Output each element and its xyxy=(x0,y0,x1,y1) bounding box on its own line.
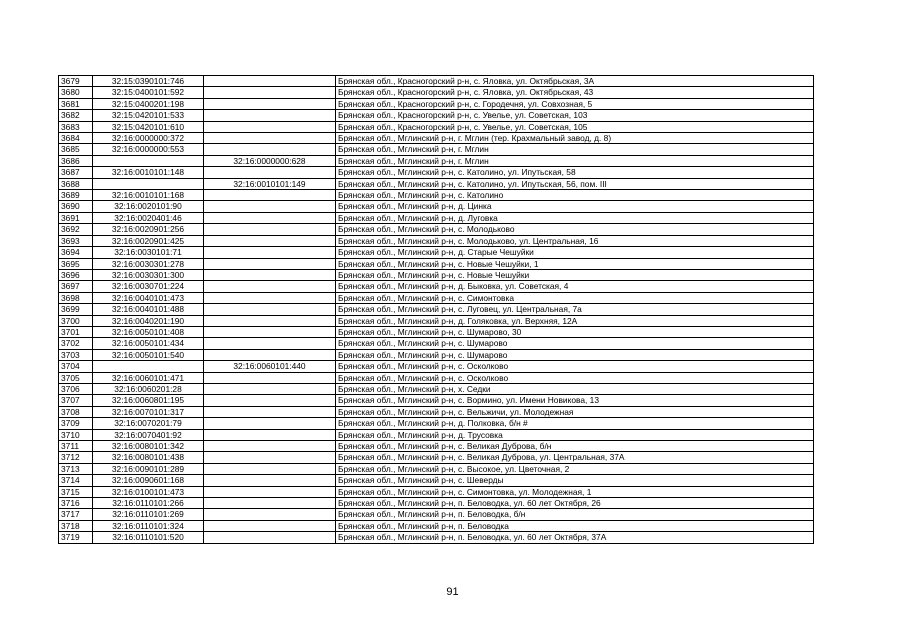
table-row xyxy=(59,395,814,406)
cadastral-number-cell xyxy=(93,155,204,166)
cadastral-number-secondary-cell xyxy=(204,326,336,337)
address-cell: Брянская обл., Мглинский р-н, д. Быковка, ул. Советская, 4 xyxy=(336,281,814,292)
cadastral-number-secondary-cell xyxy=(204,395,336,406)
address-cell: Брянская обл., Мглинский р-н, с. Вельжичи, ул. Молодежная xyxy=(336,406,814,417)
address-cell: Брянская обл., Мглинский р-н, с. Шумарово xyxy=(336,338,814,349)
cadastral-number-cell: 32:16:0000000:553 xyxy=(93,144,204,155)
address-cell: Брянская обл., Мглинский р-н, с. Новые Чешуйки, 1 xyxy=(336,258,814,269)
table-row xyxy=(59,429,814,440)
address-cell: Брянская обл., Мглинский р-н, с. Шумарово, 30 xyxy=(336,326,814,337)
cadastral-number-secondary-cell xyxy=(204,463,336,474)
cadastral-number-secondary-cell xyxy=(204,76,336,87)
row-number-cell: 3701 xyxy=(59,326,93,337)
cadastral-number-secondary-cell xyxy=(204,133,336,144)
address-cell: Брянская обл., Мглинский р-н, д. Голяковка, ул. Верхняя, 12А xyxy=(336,315,814,326)
cadastral-number-secondary-cell xyxy=(204,452,336,463)
cadastral-number-secondary-cell xyxy=(204,418,336,429)
table-row xyxy=(59,212,814,223)
table-row xyxy=(59,372,814,383)
table-row xyxy=(59,167,814,178)
row-number-cell: 3689 xyxy=(59,190,93,201)
row-number-cell: 3711 xyxy=(59,441,93,452)
cadastral-number-cell xyxy=(93,361,204,372)
table-row xyxy=(59,269,814,280)
cadastral-number-cell: 32:16:0040101:488 xyxy=(93,304,204,315)
cadastral-number-cell: 32:15:0390101:746 xyxy=(93,76,204,87)
cadastral-number-secondary-cell xyxy=(204,509,336,520)
cadastral-number-cell: 32:16:0020901:256 xyxy=(93,224,204,235)
table-row xyxy=(59,224,814,235)
cadastral-number-secondary-cell xyxy=(204,201,336,212)
cadastral-number-cell: 32:16:0030101:71 xyxy=(93,247,204,258)
cadastral-number-secondary-cell xyxy=(204,167,336,178)
row-number-cell: 3683 xyxy=(59,121,93,132)
cadastral-number-cell: 32:16:0050101:408 xyxy=(93,326,204,337)
row-number-cell: 3696 xyxy=(59,269,93,280)
table-row xyxy=(59,498,814,509)
table-row xyxy=(59,190,814,201)
address-cell: Брянская обл., Мглинский р-н, д. Полковка, б/н # xyxy=(336,418,814,429)
table-row xyxy=(59,87,814,98)
cadastral-number-cell: 32:15:0420101:533 xyxy=(93,110,204,121)
row-number-cell: 3690 xyxy=(59,201,93,212)
cadastral-number-cell: 32:16:0050101:434 xyxy=(93,338,204,349)
table-row xyxy=(59,247,814,258)
cadastral-number-cell: 32:16:0060801:195 xyxy=(93,395,204,406)
address-cell: Брянская обл., Мглинский р-н, д. Луговка xyxy=(336,212,814,223)
cadastral-number-cell: 32:16:0110101:266 xyxy=(93,498,204,509)
cadastral-number-cell: 32:16:0020401:46 xyxy=(93,212,204,223)
row-number-cell: 3680 xyxy=(59,87,93,98)
cadastral-number-secondary-cell xyxy=(204,98,336,109)
table-row xyxy=(59,315,814,326)
table-row xyxy=(59,76,814,87)
address-cell: Брянская обл., Мглинский р-н, п. Беловодка, б/н xyxy=(336,509,814,520)
address-cell: Брянская обл., Мглинский р-н, х. Седки xyxy=(336,383,814,394)
cadastral-number-cell: 32:16:0030301:300 xyxy=(93,269,204,280)
cadastral-number-cell: 32:16:0110101:520 xyxy=(93,532,204,543)
row-number-cell: 3705 xyxy=(59,372,93,383)
row-number-cell: 3704 xyxy=(59,361,93,372)
cadastral-number-secondary-cell xyxy=(204,190,336,201)
table-row xyxy=(59,509,814,520)
row-number-cell: 3697 xyxy=(59,281,93,292)
row-number-cell: 3684 xyxy=(59,133,93,144)
table-row xyxy=(59,155,814,166)
address-cell: Брянская обл., Мглинский р-н, с. Великая Дуброва, б/н xyxy=(336,441,814,452)
address-cell: Брянская обл., Мглинский р-н, с. Вормино, ул. Имени Новикова, 13 xyxy=(336,395,814,406)
address-cell: Брянская обл., Мглинский р-н, д. Старые Чешуйки xyxy=(336,247,814,258)
cadastral-number-secondary-cell xyxy=(204,429,336,440)
cadastral-number-cell xyxy=(93,178,204,189)
cadastral-number-secondary-cell xyxy=(204,224,336,235)
cadastral-number-cell: 32:16:0040201:190 xyxy=(93,315,204,326)
cadastral-number-cell: 32:16:0080101:342 xyxy=(93,441,204,452)
cadastral-number-cell: 32:16:0020901:425 xyxy=(93,235,204,246)
address-cell: Брянская обл., Красногорский р-н, с. Увелье, ул. Советская, 103 xyxy=(336,110,814,121)
row-number-cell: 3712 xyxy=(59,452,93,463)
table-row xyxy=(59,361,814,372)
address-cell: Брянская обл., Мглинский р-н, с. Молодьково xyxy=(336,224,814,235)
row-number-cell: 3706 xyxy=(59,383,93,394)
cadastral-number-cell: 32:16:0070401:92 xyxy=(93,429,204,440)
cadastral-number-secondary-cell xyxy=(204,315,336,326)
table-row xyxy=(59,486,814,497)
row-number-cell: 3700 xyxy=(59,315,93,326)
row-number-cell: 3694 xyxy=(59,247,93,258)
table-row xyxy=(59,304,814,315)
address-cell: Брянская обл., Мглинский р-н, п. Беловодка, ул. 60 лет Октября, 37А xyxy=(336,532,814,543)
table-row xyxy=(59,338,814,349)
cadastral-number-secondary-cell xyxy=(204,475,336,486)
table-row xyxy=(59,532,814,543)
cadastral-number-cell: 32:15:0420101:610 xyxy=(93,121,204,132)
cadastral-number-cell: 32:16:0110101:269 xyxy=(93,509,204,520)
cadastral-number-cell: 32:16:0060201:28 xyxy=(93,383,204,394)
address-cell: Брянская обл., Мглинский р-н, д. Трусовка xyxy=(336,429,814,440)
address-cell: Брянская обл., Красногорский р-н, с. Увелье, ул. Советская, 105 xyxy=(336,121,814,132)
cadastral-number-secondary-cell: 32:16:0000000:628 xyxy=(204,155,336,166)
row-number-cell: 3717 xyxy=(59,509,93,520)
table-row xyxy=(59,201,814,212)
cadastral-number-secondary-cell xyxy=(204,338,336,349)
address-cell: Брянская обл., Мглинский р-н, с. Новые Чешуйки xyxy=(336,269,814,280)
cadastral-number-cell: 32:16:0040101:473 xyxy=(93,292,204,303)
cadastral-number-secondary-cell xyxy=(204,372,336,383)
cadastral-number-secondary-cell xyxy=(204,498,336,509)
row-number-cell: 3703 xyxy=(59,349,93,360)
row-number-cell: 3681 xyxy=(59,98,93,109)
cadastral-number-secondary-cell xyxy=(204,269,336,280)
address-cell: Брянская обл., Мглинский р-н, с. Симонтовка, ул. Молодежная, 1 xyxy=(336,486,814,497)
cadastral-number-secondary-cell xyxy=(204,281,336,292)
table-row xyxy=(59,281,814,292)
row-number-cell: 3718 xyxy=(59,520,93,531)
row-number-cell: 3695 xyxy=(59,258,93,269)
table-row xyxy=(59,452,814,463)
cadastral-number-secondary-cell xyxy=(204,87,336,98)
address-cell: Брянская обл., Мглинский р-н, с. Великая Дуброва, ул. Центральная, 37А xyxy=(336,452,814,463)
row-number-cell: 3714 xyxy=(59,475,93,486)
cadastral-number-cell: 32:16:0030701:224 xyxy=(93,281,204,292)
cadastral-number-cell: 32:15:0400101:592 xyxy=(93,87,204,98)
address-cell: Брянская обл., Мглинский р-н, с. Высокое, ул. Цветочная, 2 xyxy=(336,463,814,474)
address-cell: Брянская обл., Мглинский р-н, с. Осколково xyxy=(336,361,814,372)
cadastral-number-cell: 32:16:0020101:90 xyxy=(93,201,204,212)
table-row xyxy=(59,258,814,269)
cadastral-number-cell: 32:16:0060101:471 xyxy=(93,372,204,383)
row-number-cell: 3709 xyxy=(59,418,93,429)
row-number-cell: 3713 xyxy=(59,463,93,474)
cadastral-number-secondary-cell xyxy=(204,486,336,497)
address-cell: Брянская обл., Мглинский р-н, с. Католино, ул. Ипутьская, 56, пом. III xyxy=(336,178,814,189)
row-number-cell: 3699 xyxy=(59,304,93,315)
address-cell: Брянская обл., Мглинский р-н, с. Осколково xyxy=(336,372,814,383)
address-cell: Брянская обл., Мглинский р-н, с. Шумарово xyxy=(336,349,814,360)
table-row xyxy=(59,133,814,144)
row-number-cell: 3688 xyxy=(59,178,93,189)
address-cell: Брянская обл., Мглинский р-н, с. Молодьково, ул. Центральная, 16 xyxy=(336,235,814,246)
cadastral-number-secondary-cell xyxy=(204,292,336,303)
cadastral-number-cell: 32:16:0070101:317 xyxy=(93,406,204,417)
table-row xyxy=(59,292,814,303)
cadastral-number-secondary-cell xyxy=(204,349,336,360)
address-cell: Брянская обл., Мглинский р-н, п. Беловодка, ул. 60 лет Октября, 26 xyxy=(336,498,814,509)
row-number-cell: 3716 xyxy=(59,498,93,509)
table-row xyxy=(59,475,814,486)
cadastral-number-secondary-cell xyxy=(204,110,336,121)
cadastral-number-secondary-cell xyxy=(204,144,336,155)
table-row xyxy=(59,383,814,394)
table-row xyxy=(59,144,814,155)
row-number-cell: 3707 xyxy=(59,395,93,406)
cadastral-number-secondary-cell xyxy=(204,441,336,452)
row-number-cell: 3682 xyxy=(59,110,93,121)
address-cell: Брянская обл., Мглинский р-н, г. Мглин (тер. Крахмальный завод, д. 8) xyxy=(336,133,814,144)
cadastral-number-cell: 32:16:0100101:473 xyxy=(93,486,204,497)
row-number-cell: 3679 xyxy=(59,76,93,87)
row-number-cell: 3692 xyxy=(59,224,93,235)
table-row xyxy=(59,406,814,417)
address-cell: Брянская обл., Мглинский р-н, с. Луговец, ул. Центральная, 7а xyxy=(336,304,814,315)
cadastral-number-cell: 32:16:0090601:168 xyxy=(93,475,204,486)
cadastral-number-secondary-cell xyxy=(204,304,336,315)
row-number-cell: 3698 xyxy=(59,292,93,303)
cadastral-number-cell: 32:16:0080101:438 xyxy=(93,452,204,463)
cadastral-number-secondary-cell xyxy=(204,406,336,417)
address-cell: Брянская обл., Мглинский р-н, с. Шеверды xyxy=(336,475,814,486)
table-row xyxy=(59,520,814,531)
address-cell: Брянская обл., Красногорский р-н, с. Яловка, ул. Октябрьская, 43 xyxy=(336,87,814,98)
cadastral-number-secondary-cell xyxy=(204,383,336,394)
table-row xyxy=(59,121,814,132)
address-cell: Брянская обл., Мглинский р-н, с. Католино, ул. Ипутьская, 58 xyxy=(336,167,814,178)
registry-table xyxy=(58,75,814,544)
cadastral-number-cell: 32:16:0000000:372 xyxy=(93,133,204,144)
row-number-cell: 3710 xyxy=(59,429,93,440)
row-number-cell: 3719 xyxy=(59,532,93,543)
address-cell: Брянская обл., Мглинский р-н, п. Беловодка xyxy=(336,520,814,531)
table-row xyxy=(59,178,814,189)
address-cell: Брянская обл., Красногорский р-н, с. Городечня, ул. Совхозная, 5 xyxy=(336,98,814,109)
row-number-cell: 3687 xyxy=(59,167,93,178)
row-number-cell: 3715 xyxy=(59,486,93,497)
cadastral-number-secondary-cell xyxy=(204,258,336,269)
address-cell: Брянская обл., Мглинский р-н, с. Симонтовка xyxy=(336,292,814,303)
address-cell: Брянская обл., Мглинский р-н, г. Мглин xyxy=(336,144,814,155)
address-cell: Брянская обл., Мглинский р-н, д. Цинка xyxy=(336,201,814,212)
table-row xyxy=(59,463,814,474)
cadastral-number-secondary-cell xyxy=(204,532,336,543)
cadastral-number-secondary-cell: 32:16:0010101:149 xyxy=(204,178,336,189)
row-number-cell: 3702 xyxy=(59,338,93,349)
registry-body xyxy=(59,76,814,544)
address-cell: Брянская обл., Мглинский р-н, г. Мглин xyxy=(336,155,814,166)
cadastral-number-secondary-cell xyxy=(204,235,336,246)
table-row xyxy=(59,235,814,246)
row-number-cell: 3708 xyxy=(59,406,93,417)
table-row xyxy=(59,326,814,337)
cadastral-number-cell: 32:16:0090101:289 xyxy=(93,463,204,474)
cadastral-number-cell: 32:15:0400201:198 xyxy=(93,98,204,109)
table-row xyxy=(59,110,814,121)
cadastral-number-secondary-cell xyxy=(204,212,336,223)
cadastral-number-secondary-cell xyxy=(204,121,336,132)
table-row xyxy=(59,98,814,109)
cadastral-number-cell: 32:16:0010101:148 xyxy=(93,167,204,178)
cadastral-number-cell: 32:16:0070201:79 xyxy=(93,418,204,429)
table-row xyxy=(59,418,814,429)
page-number: 91 xyxy=(446,586,459,598)
address-cell: Брянская обл., Красногорский р-н, с. Яловка, ул. Октябрьская, 3А xyxy=(336,76,814,87)
table-row xyxy=(59,441,814,452)
cadastral-number-cell: 32:16:0030301:278 xyxy=(93,258,204,269)
cadastral-number-cell: 32:16:0050101:540 xyxy=(93,349,204,360)
address-cell: Брянская обл., Мглинский р-н, с. Католино xyxy=(336,190,814,201)
row-number-cell: 3693 xyxy=(59,235,93,246)
cadastral-number-secondary-cell: 32:16:0060101:440 xyxy=(204,361,336,372)
row-number-cell: 3685 xyxy=(59,144,93,155)
cadastral-number-secondary-cell xyxy=(204,520,336,531)
table-row xyxy=(59,349,814,360)
cadastral-number-secondary-cell xyxy=(204,247,336,258)
cadastral-number-cell: 32:16:0110101:324 xyxy=(93,520,204,531)
row-number-cell: 3686 xyxy=(59,155,93,166)
row-number-cell: 3691 xyxy=(59,212,93,223)
cadastral-number-cell: 32:16:0010101:168 xyxy=(93,190,204,201)
